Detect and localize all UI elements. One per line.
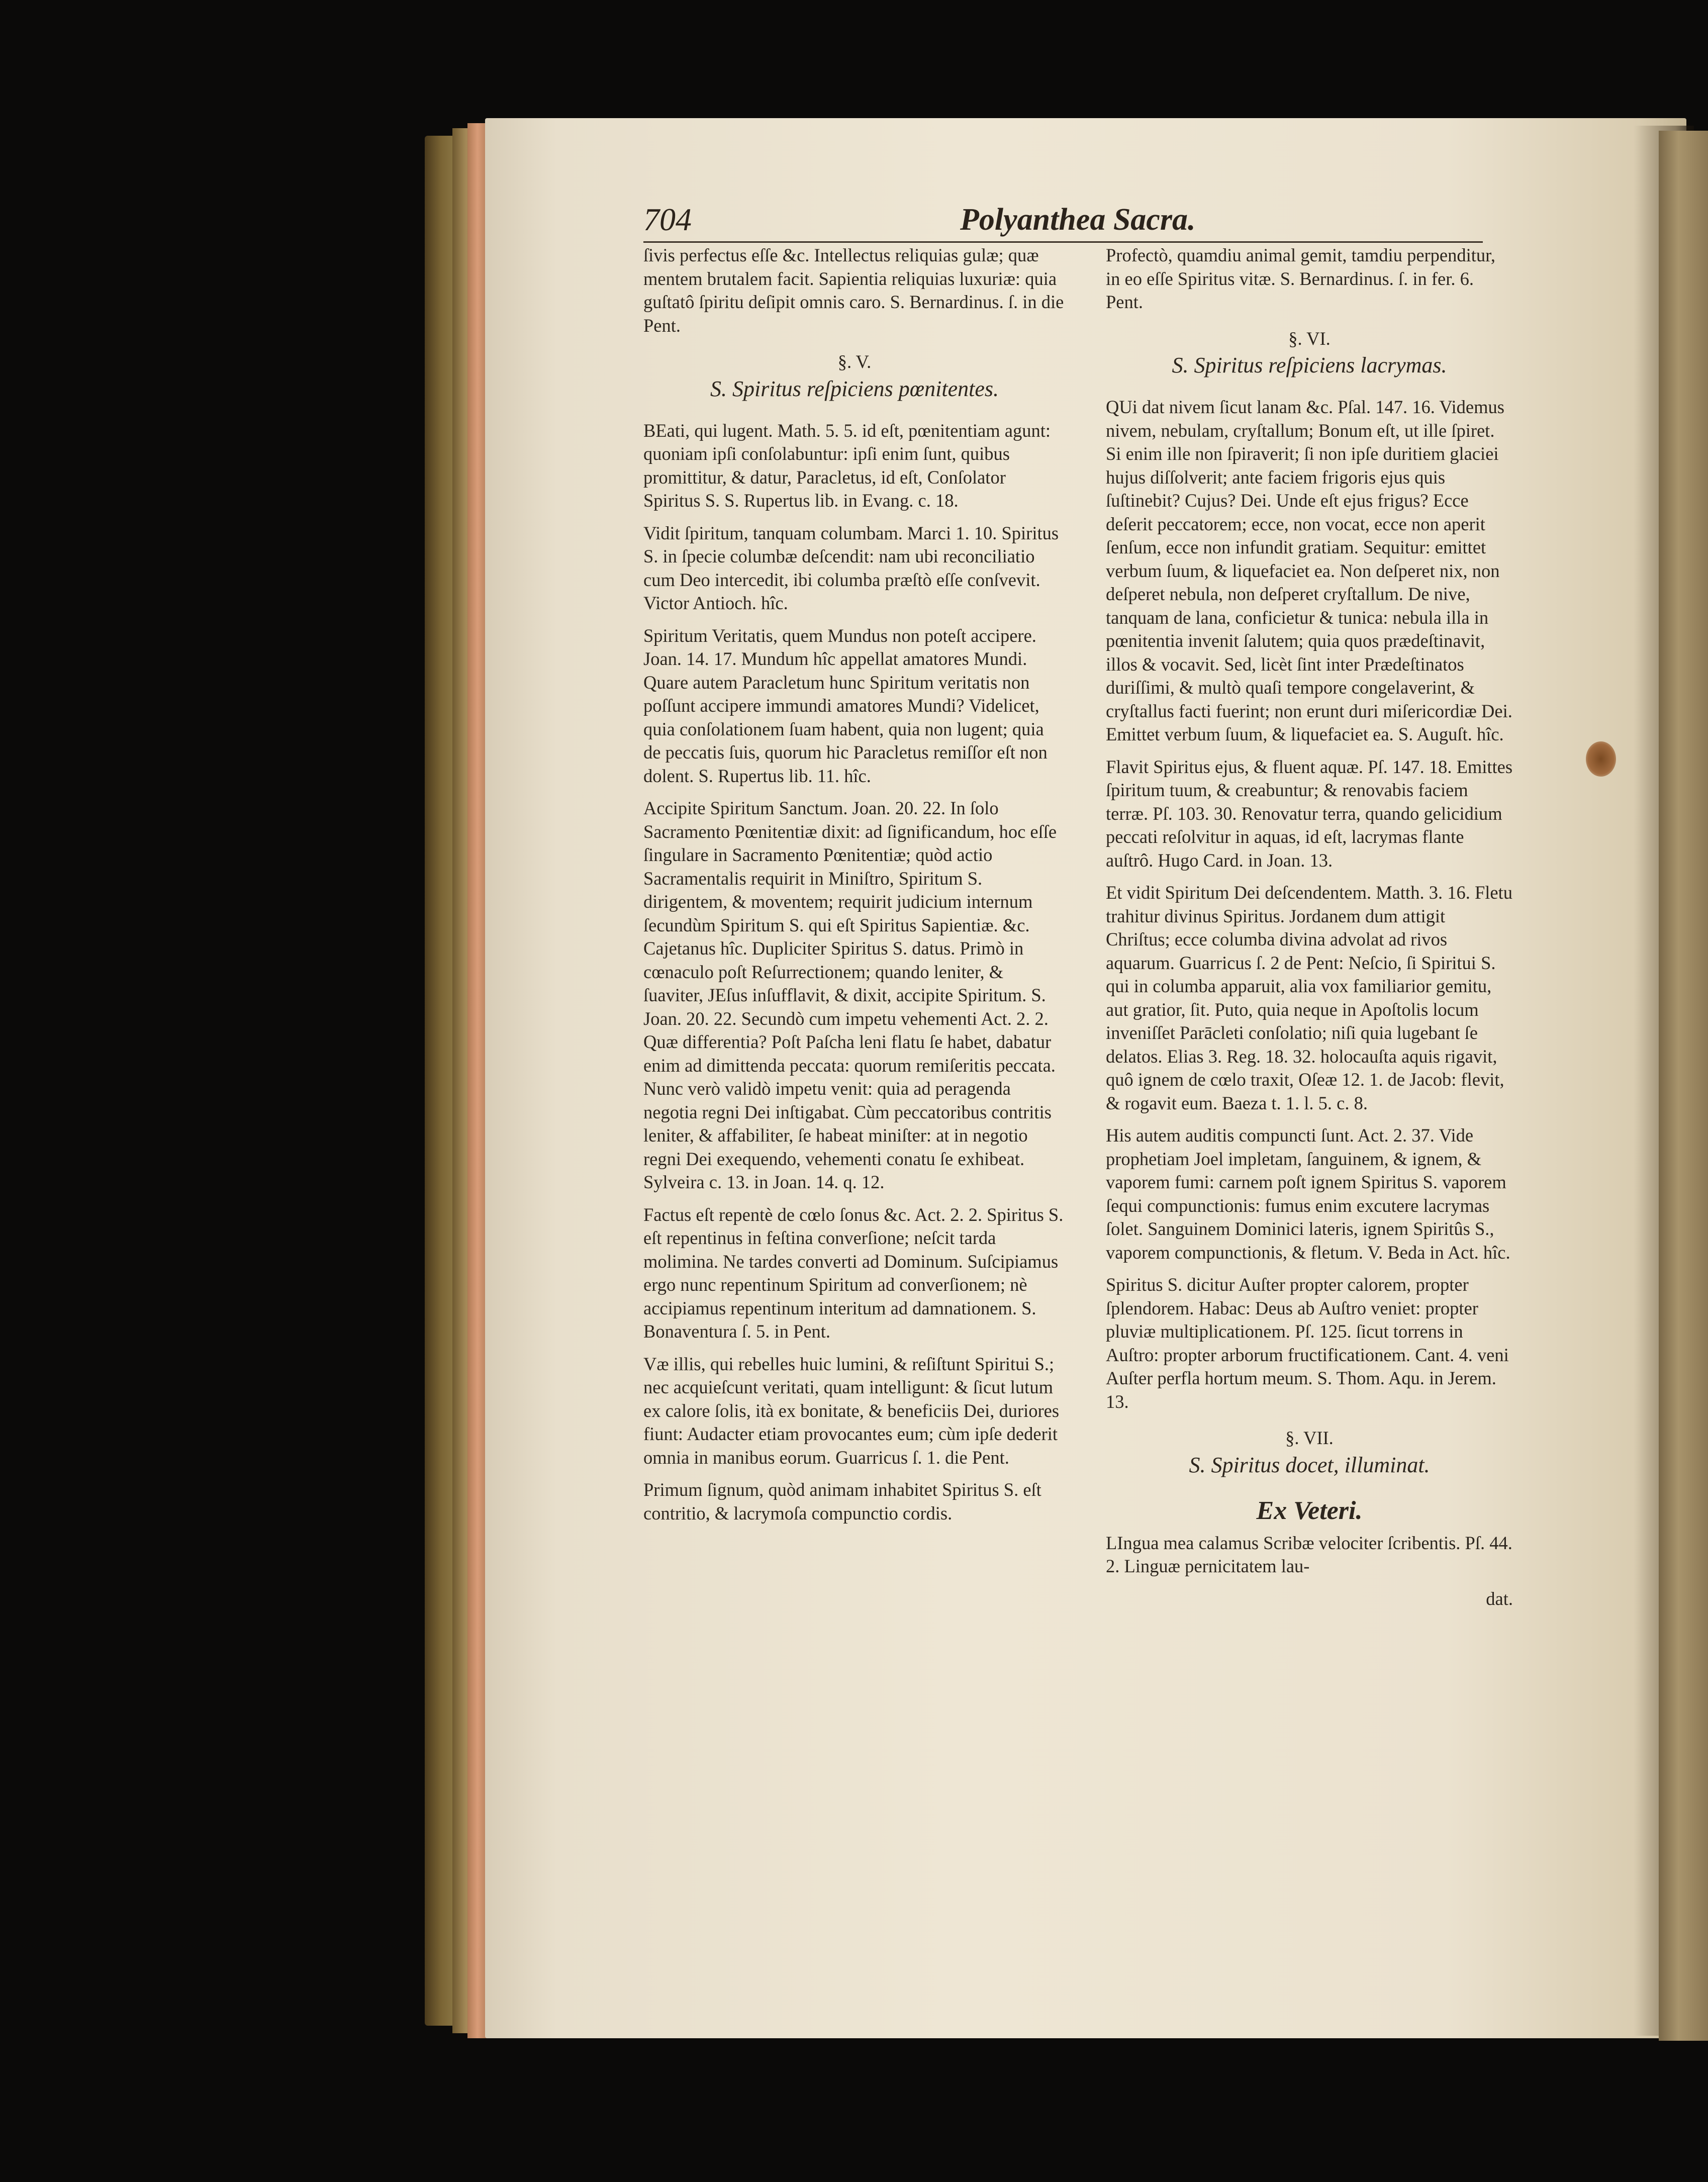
page-number: 704 <box>643 202 692 237</box>
para: Vidit ſpiritum, tanquam columbam. Marci 1. 10. Spiritus S. in ſpecie columbæ deſcendit: nam ubi reconciliatio cum Deo intercedit, ibi columba præſtò eſſe conſvevit. Victor Antioch. hîc. <box>643 522 1059 613</box>
para: Profectò, quamdiu animal gemit, tamdiu perpenditur, in eo eſſe Spiritus vitæ. S. Bernardinus. ſ. in fer. 6. Pent. <box>1106 245 1495 312</box>
running-title: Polyanthea Sacra. <box>960 203 1196 237</box>
page-edge <box>467 123 488 2038</box>
section-mark: §. VI. <box>1288 328 1331 349</box>
para: Accipite Spiritum Sanctum. Joan. 20. 22. In ſolo Sacramento Pœnitentiæ dixit: ad ſignificandum, hoc eſſe ſingulare in Sacramento Pœnitentiæ; quòd actio Sacramentalis requirit in Miniſtro, Spiritum S. dirigentem, & moventem; requirit judicium internum ſecundùm Spiritum S. qui eſt Spiritus Sapientiæ. &c. Cajetanus hîc. Dupliciter Spiritus S. datus. Primò in cœnaculo poſt Reſurrectionem; quando leniter, & ſuaviter, JEſus inſufflavit, & dixit, accipite Spiritum. S. Joan. 20. 22. Secundò cum impetu vehementi Act. 2. 2. Quæ differentia? Poſt Paſcha leni flatu ſe habet, dabatur enim ad dimittenda peccata: quorum remiſeritis peccata. Nunc verò validò impetu venit: quia ad peragenda negotia regni Dei inſtigabat. Cùm peccatoribus contritis leniter, & affabiliter, ſe habeat miniſter: at in negotio regni Dei exequendo, vehementi conatu ſe exhibeat. Sylveira c. 13. in Joan. 14. q. 12. <box>643 798 1057 1192</box>
para: His autem auditis compuncti ſunt. Act. 2. 37. Vide prophetiam Joel impletam, ſanguinem, & ignem, & vaporem fumi: carnem poſt ignem Spiritus S. vaporem ſequi compunctionis: fumus enim excutere lacrymas ſolet. Sanguinem Dominici lateris, ignem Spiritûs S., vaporem compunctionis, & fletum. V. Beda in Act. hîc. <box>1106 1125 1510 1263</box>
section-title: S. Spiritus docet, illuminat. <box>1189 1452 1430 1477</box>
section-title: S. Spiritus reſpiciens lacrymas. <box>1172 353 1447 377</box>
para: Et vidit Spiritum Dei deſcendentem. Matth. 3. 16. Fletu trahitur divinus Spiritus. Jordanem dum attigit Chriſtus; ecce columba divina advolat ad rivos aquarum. Guarricus ſ. 2 de Pent: Neſcio, ſi Spiritui S. qui in columba apparuit, alia vox familiarior gemitu, aut gratior, ſit. Puto, quia neque in Apoſtolis locum inveniſſet Parācleti conſolatio; niſi quia lugebant ſe delatos. Elias 3. Reg. 18. 32. holocauſta aquis rigavit, quô ignem de cœlo traxit, Oſeæ 12. 1. de Jacob: flevit, & rogavit eum. Baeza t. 1. l. 5. c. 8. <box>1106 882 1512 1113</box>
para: QUi dat nivem ſicut lanam &c. Pſal. 147. 16. Videmus nivem, nebulam, cryſtallum; Bonum eſt, ut ille ſpiret. Si enim ille non ſpiraverit; ſi non ipſe duritiem glaciei hujus diſſolverit; ante faciem frigoris ejus quis ſuſtinebit? Cujus? Dei. Unde eſt ejus frigus? Ecce deſerit peccatorem; ecce, non vocat, ecce non aperit ſenſum, ecce non infundit gratiam. Sequitur: emittet verbum ſuum, & liquefaciet ea. Non deſperet nix, non deſperet nebula, non deſperet cryſtallum. De nive, tanquam de lana, conficietur & tunica: nebula illa in pœnitentia invenit ſalutem; quia quos prædeſtinavit, illos & vocavit. Sed, licèt ſint inter Prædeſtinatos duriſſimi, & multò quaſi tempore congelaverint, & cryſtallus facti fuerint; non erunt duri miſericordiæ Dei. Emittet verbum ſuum, & liquefaciet ea. S. Auguſt. hîc. <box>1106 397 1512 744</box>
para: Factus eſt repentè de cœlo ſonus &c. Act. 2. 2. Spiritus S. eſt repentinus in feſtina converſione; neſcit tarda molimina. Ne tardes converti ad Dominum. Suſcipiamus ergo nunc repentinum Spiritum ad converſionem; nè accipiamus repentinum interitum ad damnationem. S. Bonaventura ſ. 5. in Pent. <box>643 1204 1064 1342</box>
para: BEati, qui lugent. Math. 5. 5. id eſt, pœnitentiam agunt: quoniam ipſi conſolabuntur: ipſi enim ſunt, quibus promittitur, & datur, Paracletus, id eſt, Conſolator Spiritus S. S. Rupertus lib. in Evang. c. 18. <box>643 420 1051 511</box>
para: Spiritus S. dicitur Auſter propter calorem, propter ſplendorem. Habac: Deus ab Auſtro veniet: propter pluviæ multiplicationem. Pſ. 125. ſicut torrens in Auſtro: propter arborum fructificationem. Cant. 4. veni Auſter perfla hortum meum. S. Thom. Aqu. in Jerem. 13. <box>1106 1274 1509 1412</box>
catchword: dat. <box>1486 1588 1513 1609</box>
section-title: S. Spiritus reſpiciens pœnitentes. <box>710 376 999 401</box>
para: Spiritum Veritatis, quem Mundus non poteſt accipere. Joan. 14. 17. Mundum hîc appellat amatores Mundi. Quare autem Paracletum hunc Spiritum veritatis non poſſunt accipere immundi amatores Mundi? Videlicet, quia conſolationem ſuam habent, quia non lugent; quia de peccatis ſuis, quorum hic Paracletus remiſſor eſt non dolent. S. Rupertus lib. 11. hîc. <box>643 625 1048 786</box>
facing-page-edge <box>1659 131 1708 2041</box>
para: Primum ſignum, quòd animam inhabitet Spiritus S. eſt contritio, & lacrymoſa compunctio cordis. <box>643 1479 1041 1524</box>
paper-stain <box>1586 741 1616 777</box>
para: LIngua mea calamus Scribæ velociter ſcribentis. Pſ. 44. 2. Linguæ pernicitatem lau- <box>1106 1532 1512 1576</box>
subsection-title: Ex Veteri. <box>1256 1496 1363 1525</box>
left-text-column <box>643 244 1066 1534</box>
right-text-column <box>1106 244 1513 1610</box>
para: Væ illis, qui rebelles huic lumini, & reſiſtunt Spiritui S.; nec acquieſcunt veritati, quam intelligunt: & ſicut lutum ex calore ſolis, ità ex bonitate, & beneficiis Dei, duriores fiunt: Audacter etiam provocantes eum; cùm ipſe dederit omnia in manibus eorum. Guarricus ſ. 1. die Pent. <box>643 1353 1060 1468</box>
section-mark: §. VII. <box>1285 1428 1334 1448</box>
para: Flavit Spiritus ejus, & fluent aquæ. Pſ. 147. 18. Emittes ſpiritum tuum, & creabuntur; & renovabis faciem terræ. Pſ. 103. 30. Renovatur terra, quando gelicidium peccati reſolvitur in aquas, id eſt, lacrymas flante auſtrô. Hugo Card. in Joan. 13. <box>1106 756 1513 871</box>
para: ſivis perfectus eſſe &c. Intellectus reliquias gulæ; quæ mentem brutalem facit. Sapientia reliquias luxuriæ: quia guſtatô ſpiritu deſipit omnis caro. S. Bernardinus. ſ. in die Pent. <box>643 245 1064 336</box>
section-mark: §. V. <box>837 351 872 372</box>
running-head <box>643 201 1483 243</box>
